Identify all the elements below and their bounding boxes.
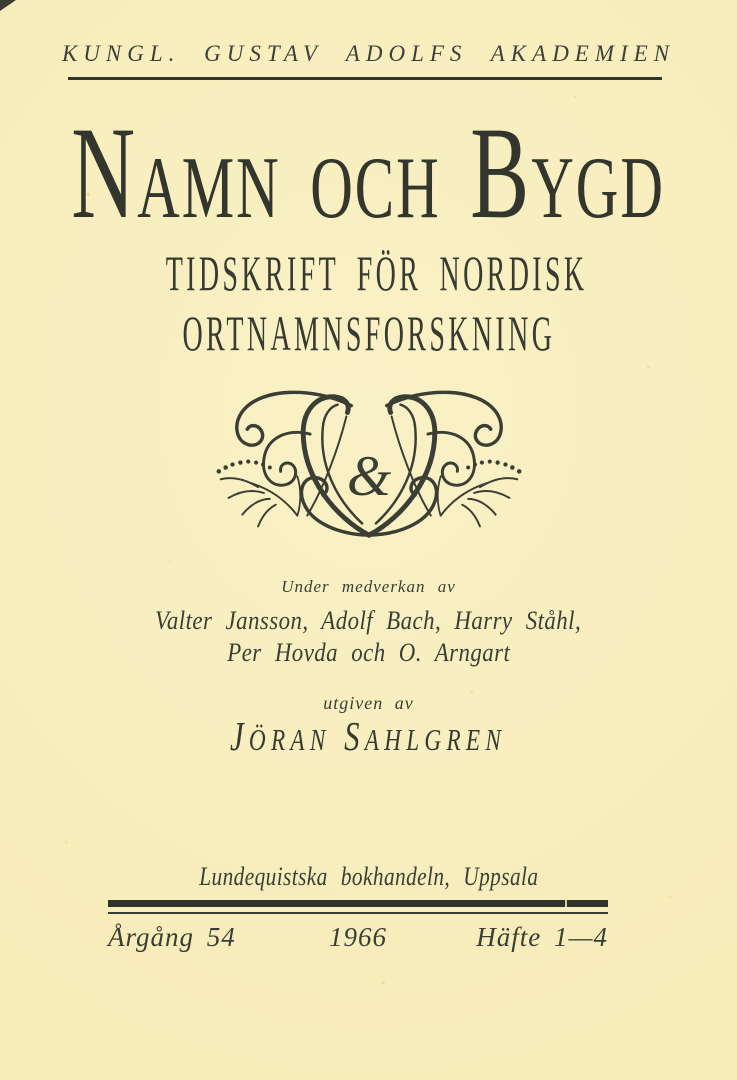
footer-rule-thick [108, 900, 608, 907]
title-initial: B [470, 99, 532, 246]
footer-rule-thin [108, 912, 608, 914]
scan-corner-artifact [0, 0, 16, 11]
masthead-society: KUNGL. GUSTAV ADOLFS AKADEMIEN [61, 41, 676, 66]
contributors-intro: Under medverkan av [281, 577, 456, 596]
publisher-line: Lundequistska bokhandeln, Uppsala [198, 862, 539, 891]
ornament-container [0, 385, 737, 547]
subtitle-line-2: ORTNAMNSFORSKNING [182, 305, 555, 361]
journal-title-line [71, 99, 666, 246]
ornament-ampersand: & [346, 444, 391, 508]
title-letters: OCH [310, 140, 442, 237]
editor-name [0, 712, 737, 760]
title-letters: AMN [137, 140, 282, 237]
imprint-row [108, 922, 608, 953]
contributors-line-2: Per Hovda och O. Arngart [227, 638, 510, 667]
volume-label: Årgång 54 [108, 922, 236, 952]
contributors-names [0, 605, 737, 669]
year-label: 1966 [329, 922, 387, 952]
journal-subtitle [0, 243, 737, 363]
title-initial: N [71, 99, 138, 246]
issue-label: Häfte 1—4 [476, 922, 608, 952]
journal-title [0, 99, 737, 246]
editor-name-line [230, 712, 506, 760]
masthead-rule [68, 77, 662, 80]
contributors-line-1: Valter Jansson, Adolf Bach, Harry Ståhl, [155, 606, 582, 635]
title-letters: YGD [531, 140, 666, 237]
footer-rule-notch [565, 900, 567, 907]
editor-initial: S [344, 713, 366, 759]
nb-monogram-ornament [201, 385, 537, 547]
subtitle-line-1: TIDSKRIFT FÖR NORDISK [165, 245, 588, 301]
editor-letters: ÖRAN [249, 722, 332, 757]
editor-letters: AHLGREN [365, 722, 507, 757]
editor-initial: J [230, 713, 250, 759]
editor-intro: utgiven av [323, 693, 414, 713]
